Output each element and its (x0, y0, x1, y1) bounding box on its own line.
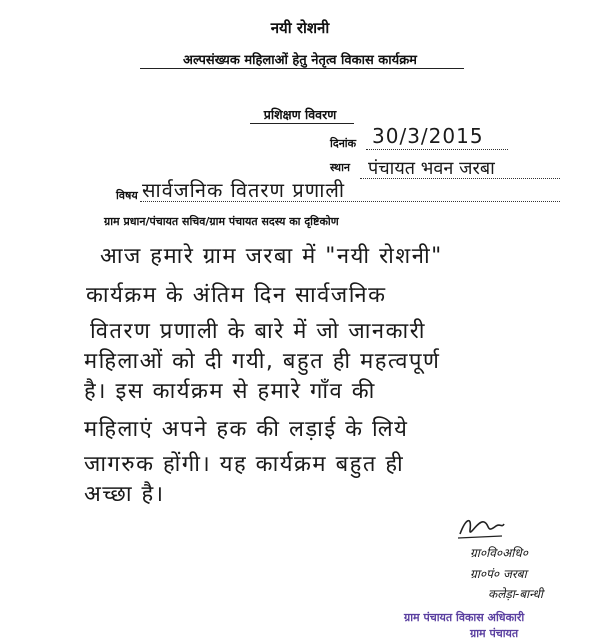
signature-line: ग्रा०पं० जरबा (470, 567, 527, 581)
program-subtitle: अल्पसंख्यक महिलाओं हेतु नेतृत्व विकास कार्यक्रम (183, 53, 417, 68)
body-line: महिलाओं को दी गयी, बहुत ही महत्वपूर्ण (84, 349, 441, 374)
report-title: प्रशिक्षण विवरण (263, 107, 337, 122)
subtitle-underline (140, 68, 464, 69)
date-label: दिनांक (330, 137, 357, 150)
signature-line: ग्रा०वि०अधि० (470, 546, 529, 560)
place-value: पंचायत भवन जरबा (368, 158, 495, 179)
body-line: महिलाएं अपने हक की लड़ाई के लिये (84, 417, 409, 442)
place-label: स्थान (330, 161, 351, 174)
subject-value: सार्वजनिक वितरण प्रणाली (142, 178, 346, 202)
body-line: जागरुक होंगी। यह कार्यक्रम बहुत ही (84, 452, 405, 477)
report-title-underline (250, 123, 354, 124)
body-line: आज हमारे ग्राम जरबा में "नयी रोशनी" (100, 244, 443, 269)
signature-line: कलेड़ा-बान्धी (488, 587, 543, 601)
perspective-label: ग्राम प्रधान/पंचायत सचिव/ग्राम पंचायत सदस्य का दृष्टिकोण (104, 215, 339, 228)
date-value: 30/3/2015 (372, 124, 484, 148)
signature-scribble (456, 512, 506, 542)
stamp-line: ग्राम पंचायत (470, 627, 519, 640)
body-line: वितरण प्रणाली के बारे में जो जानकारी (90, 319, 426, 344)
body-line: अच्छा है। (84, 482, 165, 507)
date-underline (366, 149, 508, 150)
stamp-line: ग्राम पंचायत विकास अधिकारी (404, 611, 525, 624)
body-line: है। इस कार्यक्रम से हमारे गाँव की (84, 379, 376, 404)
body-line: कार्यक्रम के अंतिम दिन सार्वजनिक (86, 283, 387, 308)
subject-label: विषय (116, 189, 138, 202)
program-title: नयी रोशनी (270, 19, 330, 37)
